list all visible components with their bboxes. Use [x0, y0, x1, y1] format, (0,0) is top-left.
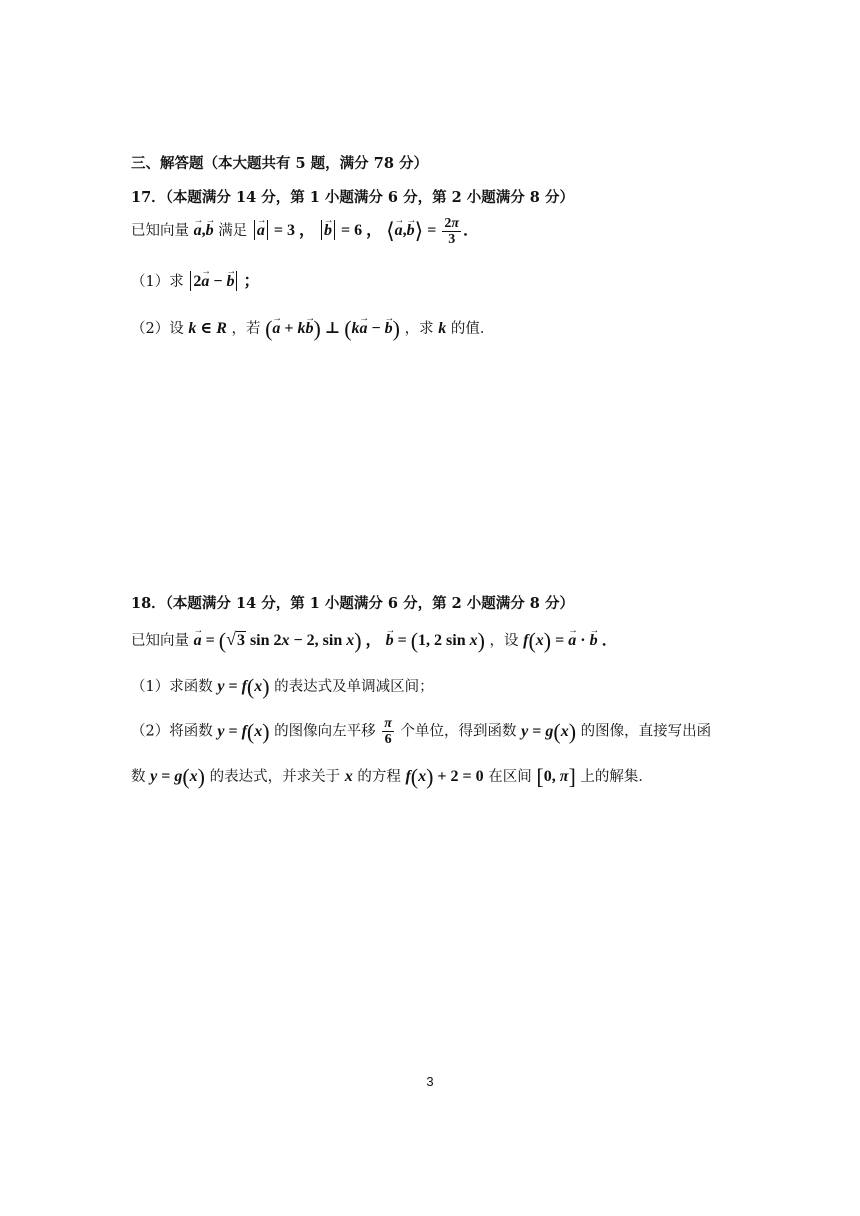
q17-part2-if: ，若: [231, 321, 261, 337]
q18-part2-line2: [131, 764, 653, 790]
q18-interval-formula: [0, π]: [536, 764, 576, 789]
q18-stem: [131, 627, 618, 654]
q18-x-symbol: x: [344, 768, 353, 785]
q17-part2-tail: ，求: [404, 321, 434, 337]
q17-part2: [131, 316, 494, 342]
q17-part1-formula: 2→ a − → b ；: [188, 273, 259, 290]
page-number: 3: [426, 1074, 434, 1089]
q17-k-in-r-formula: k ∈ R: [188, 320, 227, 337]
q18-part2-mid1: 的图像向左平移: [274, 723, 376, 740]
q18-part2-label: （2）将函数: [131, 723, 213, 740]
section-heading: 三、解答题（本大题共有 5 题，满分 78 分）: [131, 155, 428, 172]
q18-part2-line2-a: 数: [131, 769, 146, 785]
q17-stem: [131, 216, 479, 247]
q17-part1-label: （1）求: [131, 274, 184, 290]
q17-part2-label: （2）设: [131, 321, 184, 337]
q18-part2-line2-d: 在区间: [488, 769, 532, 785]
q17-condition-formula: → a = 3 ， → b = 6 ， ⟨→ a,→ b⟩ = $\frac{2\pi}{3}$ ．: [252, 222, 479, 239]
q18-part1-label: （1）求函数: [131, 679, 213, 695]
q17-part2-end: 的值．: [450, 321, 495, 337]
q18-part2-line1: [131, 716, 711, 747]
q18-line2-y-gx-formula: y = g(x): [150, 764, 205, 789]
q18-stem-set: ，设: [489, 633, 519, 649]
q18-part2-mid2: 个单位，得到函数: [400, 723, 517, 740]
q18-equation-formula: f(x) + 2 = 0: [405, 764, 484, 789]
q18-vector-a-formula: → a = (√3 sin 2x − 2, sin x) ， → b = (1, 2 sin x): [194, 632, 485, 649]
q18-part2-line2-b: 的表达式，并求关于: [209, 769, 341, 785]
q18-pi-over-6-fraction: $\frac{\pi}{6}$: [384, 716, 392, 747]
q18-part1: [131, 674, 434, 700]
q18-part2-y-fx-formula: y = f(x): [217, 718, 270, 744]
q18-part2-line2-e: 上的解集．: [580, 769, 653, 785]
q17-header: 17．（本题满分 14 分，第 1 小题满分 6 分，第 2 小题满分 8 分）: [131, 189, 574, 206]
q18-y-gx-formula: y = g(x): [521, 718, 577, 744]
q18-stem-text: 已知向量: [131, 633, 189, 649]
q17-stem-mid: 满足: [218, 223, 248, 240]
q18-y-fx-formula: y = f(x): [217, 674, 270, 699]
q18-part1-tail: 的表达式及单调减区间；: [274, 679, 434, 695]
q17-part1: [131, 268, 259, 291]
q18-part2-line2-c: 的方程: [357, 769, 401, 785]
q17-k-symbol: k: [438, 320, 447, 337]
q17-vectors-formula: → a,→ b: [194, 222, 214, 239]
q18-part2-mid3: 的图像，直接写出函: [580, 723, 712, 740]
q18-f-definition-formula: f(x) = → a · → b ．: [523, 632, 617, 649]
q17-perp-formula: (→ a + k→ b) ⊥ (k→ a − → b): [265, 320, 400, 337]
q18-header: 18．（本题满分 14 分，第 1 小题满分 6 分，第 2 小题满分 8 分）: [131, 595, 574, 612]
q17-stem-text: 已知向量: [131, 223, 189, 240]
